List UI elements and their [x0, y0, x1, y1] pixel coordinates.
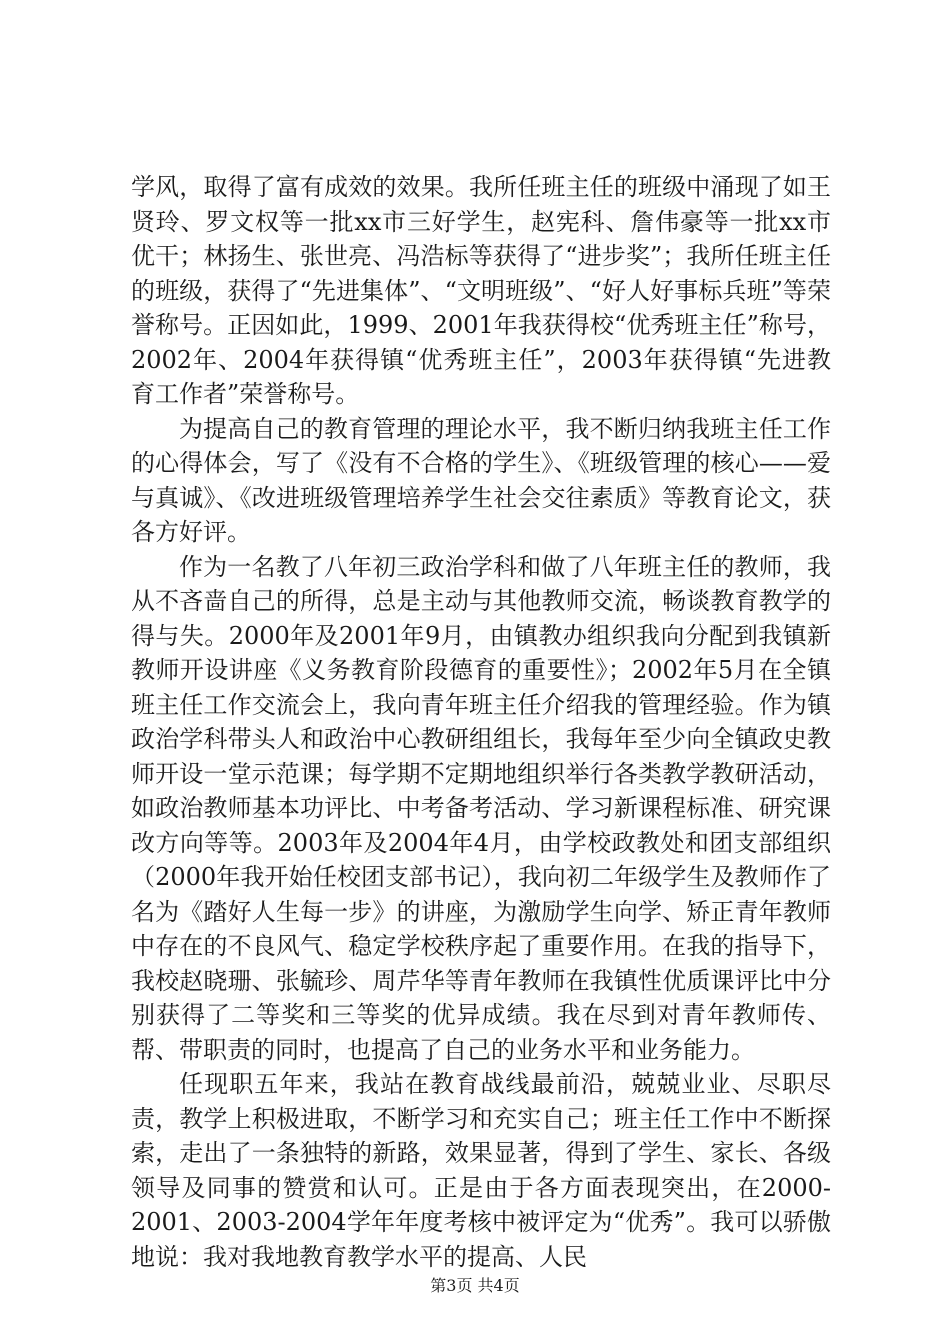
paragraph-1: 学风，取得了富有成效的效果。我所任班主任的班级中涌现了如王贤玲、罗文权等一批xx市三好学生，赵宪科、詹伟豪等一批xx市优干；林扬生、张世亮、冯浩标等获得了“进步奖”；我所任班主任的班级，获得了“先进集体”、“文明班级”、“好人好事标兵班”等荣誉称号。正因如此，1999、2001年我获得校“优秀班主任”称号，2002年、2004年获得镇“优秀班主任”，2003年获得镇“先进教育工作者”荣誉称号。: [131, 173, 831, 408]
page-footer: 第3页 共4页: [430, 1276, 520, 1295]
paragraph-2: 为提高自己的教育管理的理论水平，我不断归纳我班主任工作的心得体会，写了《没有不合格的学生》、《班级管理的核心——爱与真诚》、《改进班级管理培养学生社会交往素质》等教育论文，获各方好评。: [131, 414, 831, 546]
paragraph-3: 作为一名教了八年初三政治学科和做了八年班主任的教师，我从不吝啬自己的所得，总是主动与其他教师交流，畅谈教育教学的得与失。2000年及2001年9月，由镇教办组织我向分配到我镇新教师开设讲座《义务教育阶段德育的重要性》；2002年5月在全镇班主任工作交流会上，我向青年班主任介绍我的管理经验。作为镇政治学科带头人和政治中心教研组组长，我每年至少向全镇政史教师开设一堂示范课；每学期不定期地组织举行各类教学教研活动，如政治教师基本功评比、中考备考活动、学习新课程标准、研究课改方向等等。2003年及2004年4月，由学校政教处和团支部组织（2000年我开始任校团支部书记），我向初二年级学生及教师作了名为《踏好人生每一步》的讲座，为激励学生向学、矫正青年教师中存在的不良风气、稳定学校秩序起了重要作用。在我的指导下，我校赵晓珊、张毓珍、周芹华等青年教师在我镇性优质课评比中分别获得了二等奖和三等奖的优异成绩。我在尽到对青年教师传、帮、带职责的同时，也提高了自己的业务水平和业务能力。: [131, 552, 831, 1064]
document-body: [131, 170, 831, 1274]
paragraph-4: 任现职五年来，我站在教育战线最前沿，兢兢业业、尽职尽责，教学上积极进取，不断学习和充实自己；班主任工作中不断探索，走出了一条独特的新路，效果显著，得到了学生、家长、各级领导及同事的赞赏和认可。正是由于各方面表现突出，在2000-2001、2003-2004学年年度考核中被评定为“优秀”。我可以骄傲地说：我对我地教育教学水平的提高、人民: [131, 1070, 831, 1271]
